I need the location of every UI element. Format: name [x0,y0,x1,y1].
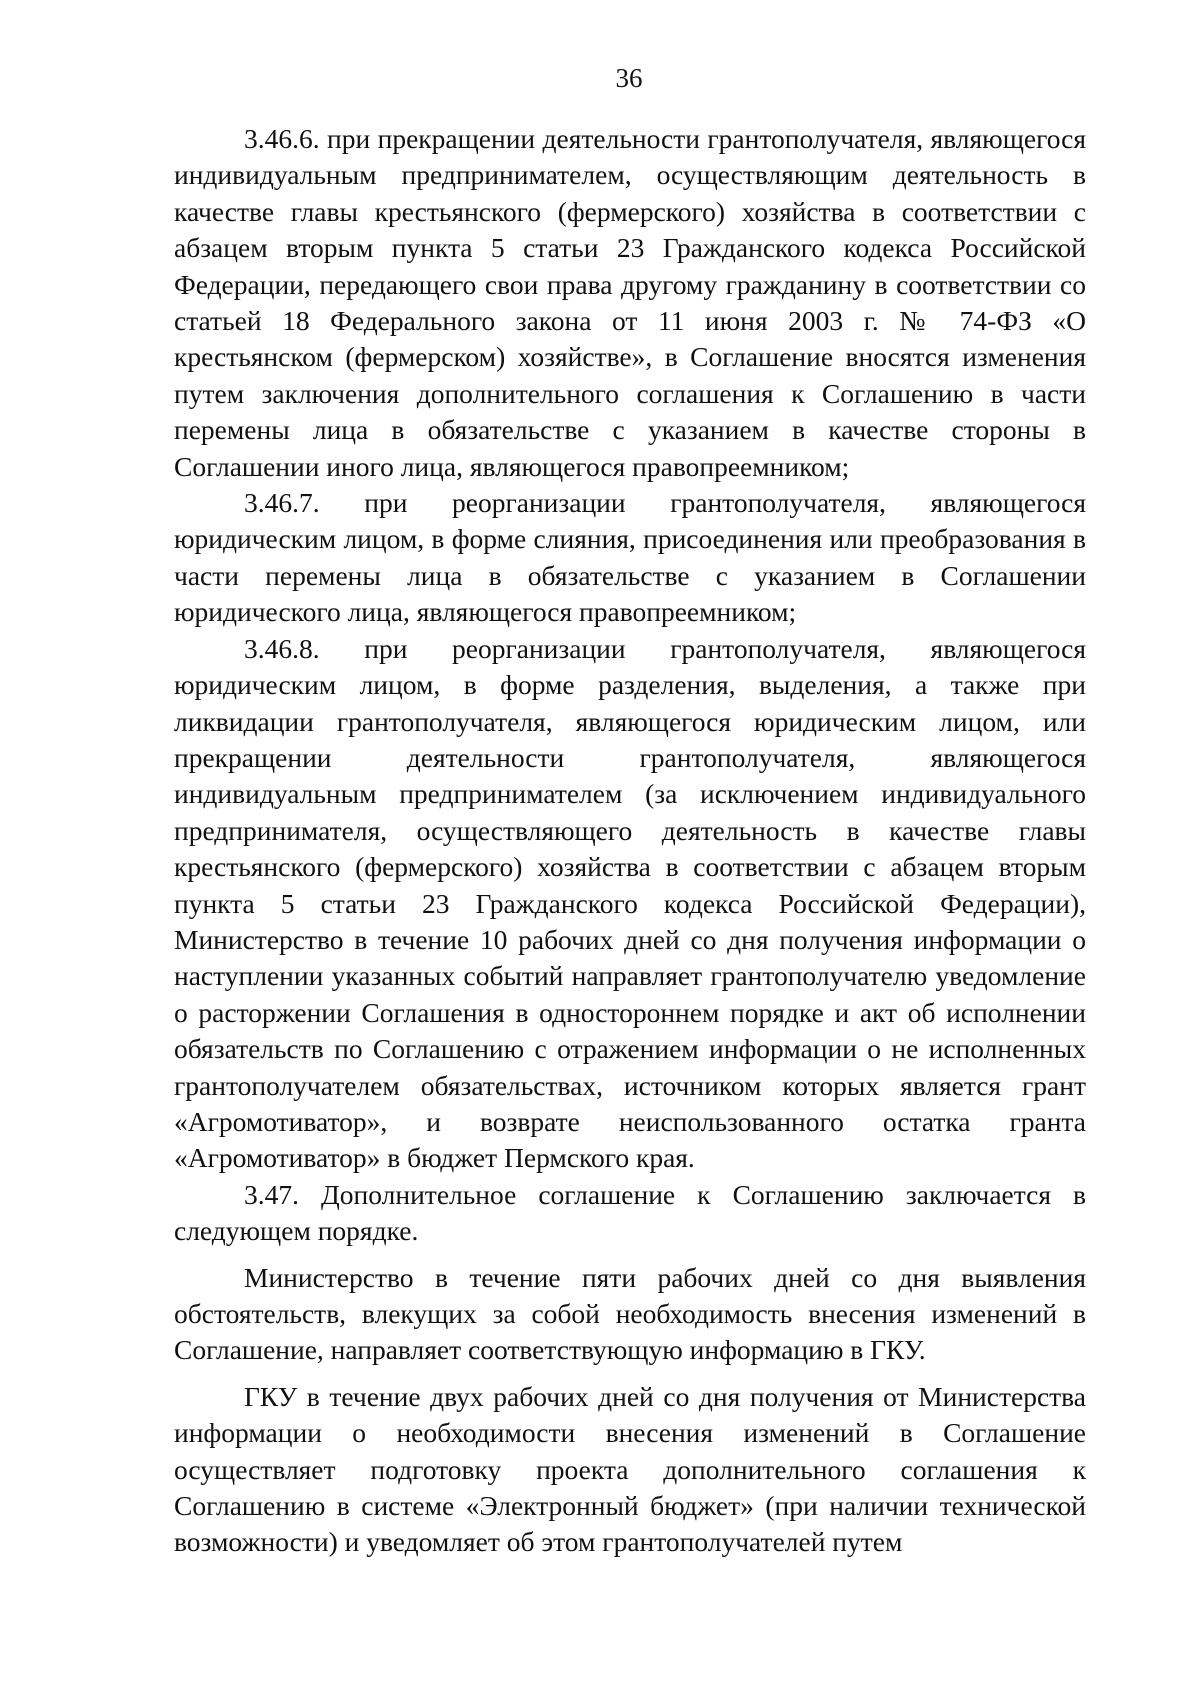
page-number: 36 [615,63,643,93]
paragraph-3-46-7: 3.46.7. при реорганизации грантополучателя, являющегося юридическим лицом, в форме слияния, присоединения или преобразования в части перемены лица в обязательстве с указанием в Соглашении юридического лица, являющегося правопреемником; [174,487,1086,628]
paragraph-3-47: 3.47. Дополнительное соглашение к Соглашению заключается в следующем порядке. [174,1178,1086,1247]
paragraph-gku-procedure: ГКУ в течение двух рабочих дней со дня получения от Министерства информации о необходимости внесения изменений в Соглашение осуществляет подготовку проекта дополнительного соглашения к Соглашению в системе «Электронный бюджет» (при наличии технической возможности) и уведомляет об этом грантополучателей путем [174,1380,1086,1558]
paragraph-3-46-6: 3.46.6. при прекращении деятельности грантополучателя, являющегося индивидуальным предпринимателем, осуществляющим деятельность в качестве главы крестьянского (фермерского) хозяйства в соответствии с абзацем вторым пункта 5 статьи 23 Гражданского кодекса Российской Федерации, передающего свои права другому гражданину в соответствии со статьей 18 Федерального закона от 11 июня 2003 г. № 74-ФЗ «О крестьянском (фермерском) хозяйстве», в Соглашение вносятся изменения путем заключения дополнительного соглашения к Соглашению в части перемены лица в обязательстве с указанием в качестве стороны в Соглашении иного лица, являющегося правопреемником; [174,123,1086,482]
document-body [174,121,1086,1561]
paragraph-3-46-8: 3.46.8. при реорганизации грантополучателя, являющегося юридическим лицом, в форме разделения, выделения, а также при ликвидации грантополучателя, являющегося юридическим лицом, или прекращении деятельности грантополучателя, являющегося индивидуальным предпринимателем (за исключением индивидуального предпринимателя, осуществляющего деятельность в качестве главы крестьянского (фермерского) хозяйства в соответствии с абзацем вторым пункта 5 статьи 23 Гражданского кодекса Российской Федерации), Министерство в течение 10 рабочих дней со дня получения информации о наступлении указанных событий направляет грантополучателю уведомление о расторжении Соглашения в одностороннем порядке и акт об исполнении обязательств по Соглашению с отражением информации о не исполненных грантополучателем обязательствах, источником которых является грант «Агромотиватор», и возврате неиспользованного остатка гранта «Агромотиватор» в бюджет Пермского края. [174,632,1086,1174]
paragraph-ministry-procedure: Министерство в течение пяти рабочих дней со дня выявления обстоятельств, влекущих за собой необходимость внесения изменений в Соглашение, направляет соответствующую информацию в ГКУ. [174,1261,1086,1366]
